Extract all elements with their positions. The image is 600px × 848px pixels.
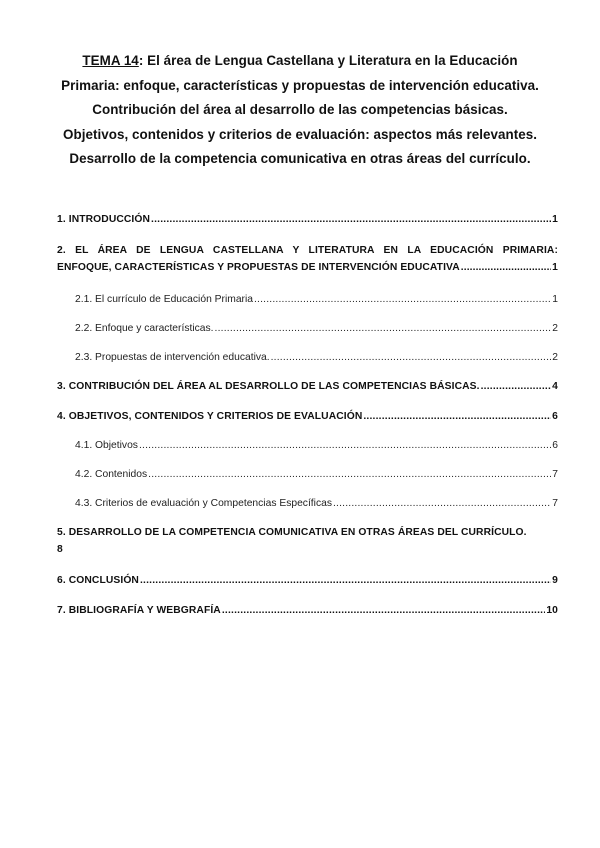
toc-page-number: 8 [57, 544, 63, 555]
toc-label: 5. DESARROLLO DE LA COMPETENCIA COMUNICATIVA EN OTRAS ÁREAS DEL CURRÍCULO. [57, 527, 527, 538]
toc-entry-propuestas[interactable] [75, 352, 558, 363]
toc-entry-objetivos-contenidos[interactable] [57, 411, 558, 422]
toc-label: 7. BIBLIOGRAFÍA Y WEBGRAFÍA [57, 605, 221, 616]
title-line-3: Contribución del área al desarrollo de las competencias básicas. [92, 102, 508, 117]
toc-leader [222, 605, 546, 616]
toc-leader [333, 498, 551, 509]
toc-page-number: 1 [552, 294, 558, 305]
title-line-4: Objetivos, contenidos y criterios de evaluación: aspectos más relevantes. [63, 126, 537, 142]
toc-entry-contenidos[interactable] [75, 469, 558, 480]
toc-leader [139, 440, 551, 451]
toc-label: 2.1. El currículo de Educación Primaria [75, 294, 253, 305]
toc-leader [481, 381, 552, 392]
toc-label-line-1: 2. EL ÁREA DE LENGUA CASTELLANA Y LITERATURA EN LA EDUCACIÓN PRIMARIA: [57, 245, 558, 256]
toc-label-line-2-row [57, 262, 558, 273]
toc-label: 4.3. Criterios de evaluación y Competencias Específicas [75, 498, 332, 509]
toc-page-number: 2 [552, 352, 558, 363]
toc-page-number: 7 [552, 469, 558, 480]
toc-label: 2.3. Propuestas de intervención educativa. [75, 352, 270, 363]
toc-page-number: 7 [552, 498, 558, 509]
toc-label: 3. CONTRIBUCIÓN DEL ÁREA AL DESARROLLO DE LAS COMPETENCIAS BÁSICAS. [57, 381, 480, 392]
toc-label-line-2: ENFOQUE, CARACTERÍSTICAS Y PROPUESTAS DE INTERVENCIÓN EDUCATIVA [57, 262, 460, 273]
toc-entry-criterios[interactable] [75, 498, 558, 509]
toc-label: 1. INTRODUCCIÓN [57, 214, 151, 225]
toc-leader [215, 323, 552, 334]
toc-entry-conclusion[interactable] [57, 575, 558, 586]
title-line-2: Primaria: enfoque, características y propuestas de intervención educativa. [61, 77, 539, 93]
toc-label: 4.1. Objetivos [75, 440, 138, 451]
toc-entry-objetivos[interactable] [75, 440, 558, 451]
toc-entry-area[interactable] [57, 245, 558, 273]
toc-page-number: 2 [552, 323, 558, 334]
title-line-1-rest: : El área de Lengua Castellana y Literatura en la Educación [138, 53, 518, 68]
toc-leader [461, 262, 551, 273]
toc-leader [363, 411, 551, 422]
title-line-1 [40, 49, 560, 74]
toc-page-number: 6 [552, 411, 558, 422]
toc-entry-enfoque[interactable] [75, 323, 558, 334]
title-line-5: Desarrollo de la competencia comunicativa en otras áreas del currículo. [69, 151, 531, 166]
toc-label: 6. CONCLUSIÓN [57, 575, 139, 586]
toc-leader [254, 294, 551, 305]
toc-label: 2.2. Enfoque y características. [75, 323, 214, 334]
toc-page-number: 1 [552, 262, 558, 273]
toc-page-number: 1 [552, 214, 558, 225]
toc-page-number: 9 [552, 575, 558, 586]
toc-leader [151, 214, 551, 225]
tema-label: TEMA 14 [82, 53, 139, 68]
toc-page-number: 4 [552, 381, 558, 392]
toc-label: 4. OBJETIVOS, CONTENIDOS Y CRITERIOS DE EVALUACIÓN [57, 411, 363, 422]
toc-leader [271, 352, 552, 363]
toc-leader [148, 469, 551, 480]
document-title [40, 49, 560, 172]
toc-page-number: 6 [552, 440, 558, 451]
toc-entry-desarrollo[interactable] [57, 527, 558, 555]
toc-leader [140, 575, 551, 586]
toc-entry-bibliografia[interactable] [57, 605, 558, 616]
toc-label: 4.2. Contenidos [75, 469, 148, 480]
toc-entry-contribucion[interactable] [57, 381, 558, 392]
toc-entry-introduccion[interactable] [57, 214, 558, 225]
toc-page-number: 10 [546, 605, 558, 616]
toc-entry-curriculo[interactable] [75, 294, 558, 305]
